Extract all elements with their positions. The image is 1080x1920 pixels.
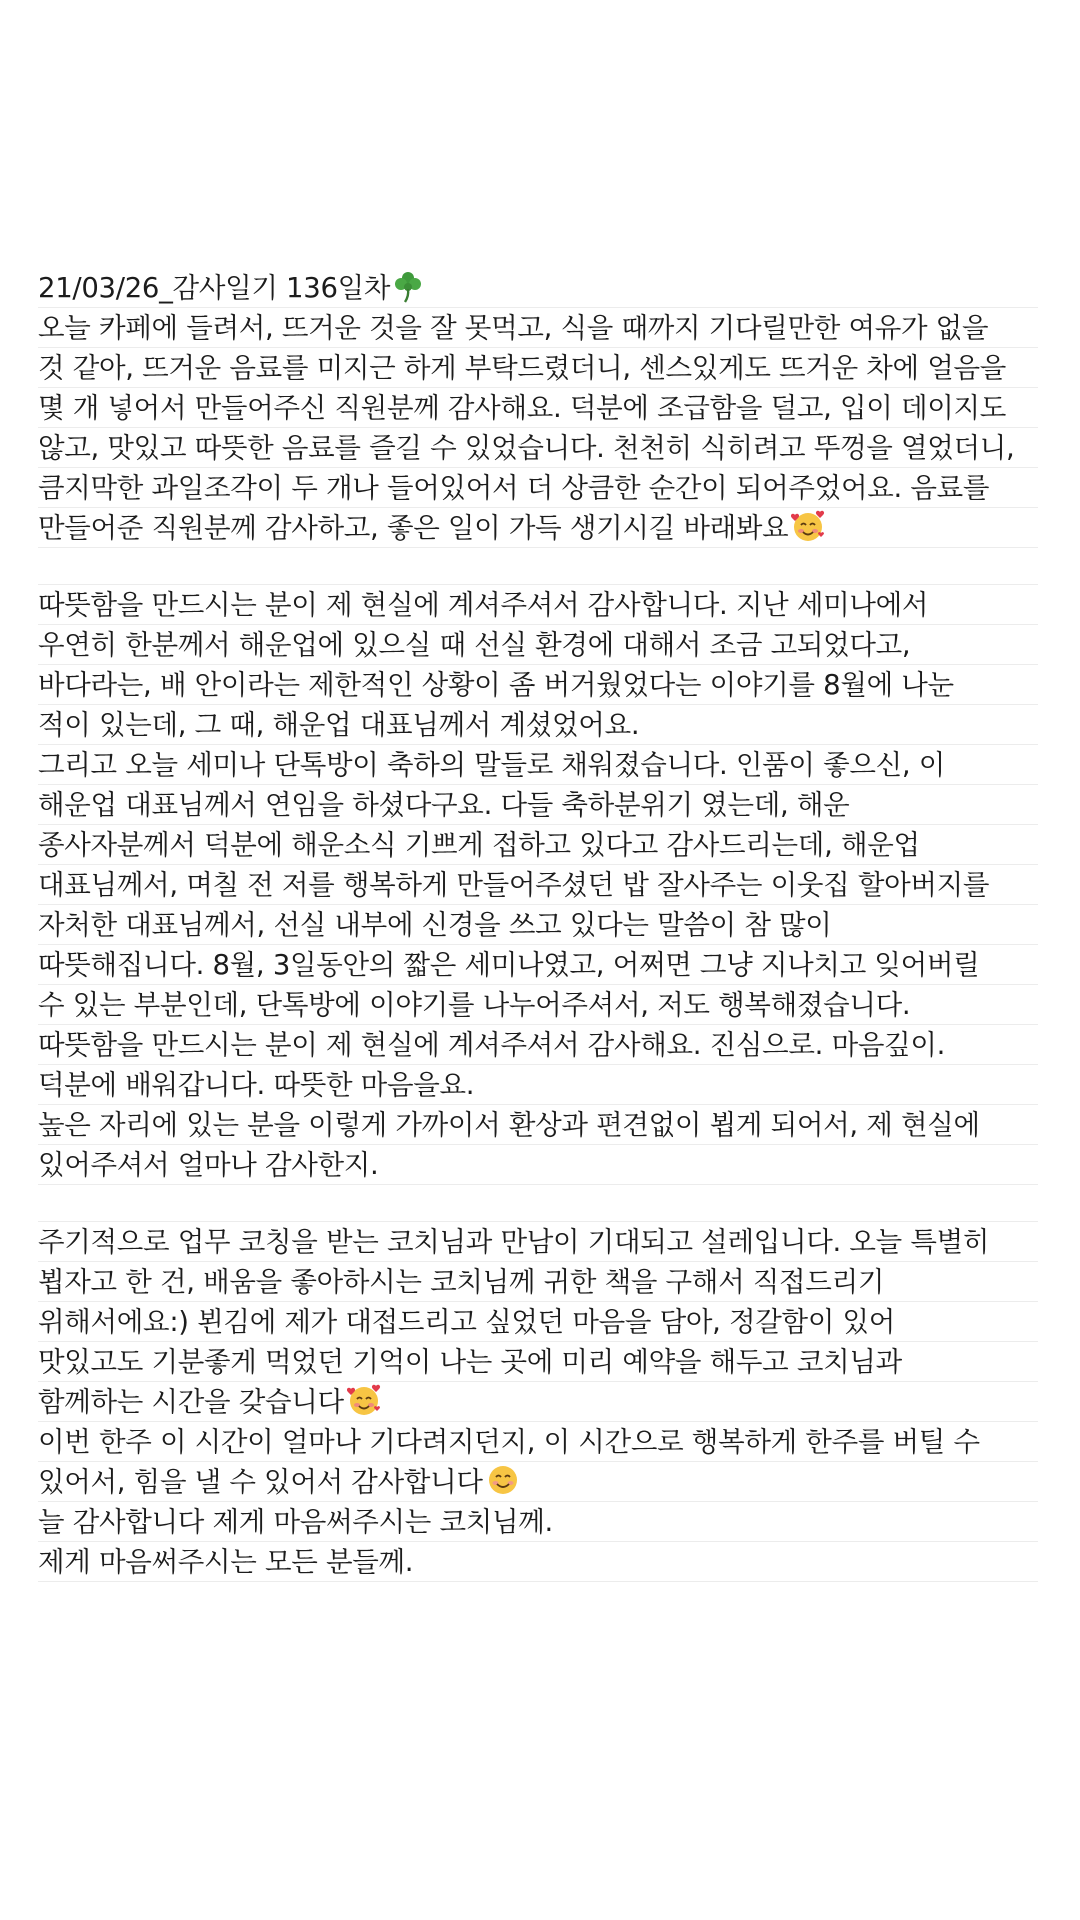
line-text: 제게 마음써주시는 모든 분들께. [38, 1546, 414, 1578]
line-text: 종사자분께서 덕분에 해운소식 기쁘게 접하고 있다고 감사드리는데, 해운업 [38, 829, 920, 861]
line-text: 적이 있는데, 그 때, 해운업 대표님께서 계셨었어요. [38, 709, 640, 741]
text-line [38, 1222, 1038, 1262]
text-line [38, 785, 1038, 825]
diary-title [38, 268, 1038, 308]
line-text: 따뜻해집니다. 8월, 3일동안의 짧은 세미나였고, 어쩌면 그냥 지나치고 잊어버릴 [38, 949, 980, 981]
text-line [38, 705, 1038, 745]
smiling-face-with-hearts-icon [347, 1383, 381, 1417]
line-text: 있어주셔서 얼마나 감사한지. [38, 1149, 379, 1181]
line-text: 우연히 한분께서 해운업에 있으실 때 선실 환경에 대해서 조금 고되었다고, [38, 629, 911, 661]
text-line [38, 428, 1038, 468]
smiling-face-icon [486, 1463, 520, 1497]
text-line [38, 945, 1038, 985]
text-line [38, 1145, 1038, 1185]
line-text: 그리고 오늘 세미나 단톡방이 축하의 말들로 채워졌습니다. 인품이 좋으신, 이 [38, 749, 946, 781]
line-text: 수 있는 부분인데, 단톡방에 이야기를 나누어주셔서, 저도 행복해졌습니다. [38, 989, 911, 1021]
text-line [38, 745, 1038, 785]
blank-line [38, 548, 1038, 585]
blank-line [38, 1185, 1038, 1222]
text-line [38, 665, 1038, 705]
line-text: 주기적으로 업무 코칭을 받는 코치님과 만남이 기대되고 설레입니다. 오늘 특별히 [38, 1226, 990, 1258]
text-line [38, 388, 1038, 428]
line-text: 큼지막한 과일조각이 두 개나 들어있어서 더 상큼한 순간이 되어주었어요. 음료를 [38, 472, 990, 504]
text-line [38, 508, 1038, 548]
text-line [38, 865, 1038, 905]
text-line [38, 348, 1038, 388]
line-text: 오늘 카페에 들려서, 뜨거운 것을 잘 못먹고, 식을 때까지 기다릴만한 여유가 없을 [38, 312, 989, 344]
text-line [38, 1025, 1038, 1065]
line-text: 바다라는, 배 안이라는 제한적인 상황이 좀 버거웠었다는 이야기를 8월에 나눈 [38, 669, 954, 701]
text-line [38, 1342, 1038, 1382]
text-line [38, 985, 1038, 1025]
line-text: 있어서, 힘을 낼 수 있어서 감사합니다 [38, 1466, 483, 1498]
diary-note [38, 268, 1038, 1582]
text-line [38, 468, 1038, 508]
text-line [38, 1422, 1038, 1462]
line-text: 높은 자리에 있는 분을 이렇게 가까이서 환상과 편견없이 뵙게 되어서, 제 현실에 [38, 1109, 980, 1141]
text-line [38, 1382, 1038, 1422]
text-line [38, 905, 1038, 945]
line-text: 위해서에요:) 뵌김에 제가 대접드리고 싶었던 마음을 담아, 정갈함이 있어 [38, 1306, 896, 1338]
line-text: 않고, 맛있고 따뜻한 음료를 즐길 수 있었습니다. 천천히 식히려고 뚜껑을 열었더니, [38, 432, 1015, 464]
line-text: 대표님께서, 며칠 전 저를 행복하게 만들어주셨던 밥 잘사주는 이웃집 할아버지를 [38, 869, 990, 901]
line-text: 만들어준 직원분께 감사하고, 좋은 일이 가득 생기시길 바래봐요 [38, 512, 789, 544]
text-line [38, 1302, 1038, 1342]
line-text: 따뜻함을 만드시는 분이 제 현실에 계셔주셔서 감사해요. 진심으로. 마음깊이. [38, 1029, 946, 1061]
text-line [38, 1542, 1038, 1582]
line-text: 덕분에 배워갑니다. 따뜻한 마음을요. [38, 1069, 475, 1101]
line-text: 늘 감사합니다 제게 마음써주시는 코치님께. [38, 1506, 553, 1538]
text-line [38, 308, 1038, 348]
line-text: 이번 한주 이 시간이 얼마나 기다려지던지, 이 시간으로 행복하게 한주를 버틸 수 [38, 1426, 980, 1458]
line-text: 것 같아, 뜨거운 음료를 미지근 하게 부탁드렸더니, 센스있게도 뜨거운 차에 얼음을 [38, 352, 1007, 384]
text-line [38, 1462, 1038, 1502]
line-text: 자처한 대표님께서, 선실 내부에 신경을 쓰고 있다는 말씀이 참 많이 [38, 909, 832, 941]
line-text: 맛있고도 기분좋게 먹었던 기억이 나는 곳에 미리 예약을 해두고 코치님과 [38, 1346, 902, 1378]
text-line [38, 1105, 1038, 1145]
text-line [38, 1065, 1038, 1105]
line-text: 뵙자고 한 건, 배움을 좋아하시는 코치님께 귀한 책을 구해서 직접드리기 [38, 1266, 885, 1298]
line-text: 몇 개 넣어서 만들어주신 직원분께 감사해요. 덕분에 조급함을 덜고, 입이 데이지도 [38, 392, 1007, 424]
line-text: 함께하는 시간을 갖습니다 [38, 1386, 344, 1418]
text-line [38, 1262, 1038, 1302]
text-line [38, 825, 1038, 865]
line-text: 따뜻함을 만드시는 분이 제 현실에 계셔주셔서 감사합니다. 지난 세미나에서 [38, 589, 929, 621]
text-line [38, 1502, 1038, 1542]
text-line [38, 585, 1038, 625]
smiling-face-with-hearts-icon [791, 509, 825, 543]
line-text: 21/03/26_감사일기 136일차 [38, 272, 391, 304]
text-line [38, 625, 1038, 665]
line-text: 해운업 대표님께서 연임을 하셨다구요. 다들 축하분위기 였는데, 해운 [38, 789, 850, 821]
clover-icon [393, 271, 423, 303]
